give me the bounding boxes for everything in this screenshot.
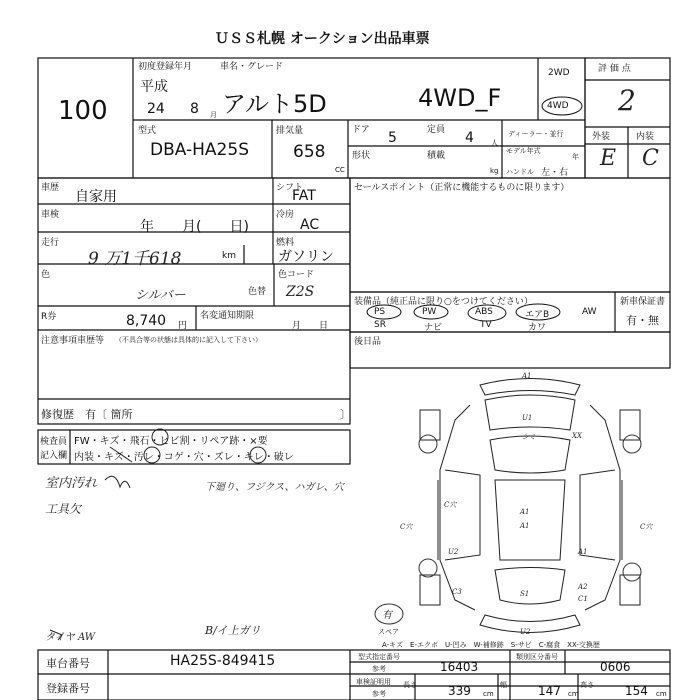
equip-pw: PW — [422, 307, 437, 317]
equip-abs: ABS — [475, 307, 493, 317]
kg-unit: kg — [490, 167, 499, 175]
exterior-label: 外装 — [592, 132, 611, 142]
displacement: 658 — [293, 142, 326, 162]
mark-fender-xx: XX — [572, 432, 582, 440]
recycle-label: R券 — [41, 312, 57, 322]
notice-label: 名変通知期限 — [200, 311, 255, 321]
handle-label: ハンドル — [506, 168, 534, 176]
mark-hood-u1: U1 — [522, 414, 533, 422]
color-label: 色 — [41, 270, 51, 280]
month-unit: 月 — [210, 111, 217, 119]
length-cm: cm — [483, 690, 494, 698]
yen-unit: 円 — [178, 321, 188, 331]
recycle-amount: 8,740 — [126, 313, 167, 329]
note-underbody: 下廻り、フジクス、ハガレ、穴 — [205, 482, 344, 493]
exterior-grade: E — [600, 146, 617, 171]
color-code: Z2S — [286, 284, 315, 300]
length: 339 — [448, 684, 471, 698]
mark-rear-left-c3: C3 — [452, 588, 462, 596]
load-label: 積載 — [427, 151, 446, 161]
inspection-label: 車検 — [41, 210, 60, 220]
grade-label: 評 価 点 — [598, 64, 631, 74]
warranty-label: 新車保証書 — [620, 297, 666, 307]
model-year-label: モデル年式 — [506, 147, 541, 155]
interior-label: 内装 — [636, 132, 655, 142]
fuel: ガソリン — [278, 249, 334, 265]
damage-legend: A-キズ E-エクボ U-凹み W-補修跡 S-サビ C-腐食 XX-交換歴 — [382, 641, 600, 649]
mark-roof-2: A1 — [520, 522, 530, 530]
shift: FAT — [292, 188, 316, 204]
era: 平成 — [140, 79, 168, 95]
first-reg-label: 初度登録年月 — [138, 62, 193, 72]
notes-sub: （不具合等の状態は具体的に記入して下さい） — [115, 336, 262, 344]
class-no-label: 類別区分番号 — [516, 653, 558, 661]
color-code-label: 色コード — [278, 270, 315, 280]
equip-airbag: エアB — [525, 310, 550, 320]
notes-label: 注意事項車歴等 — [41, 336, 105, 346]
person-unit: 人 — [491, 139, 498, 147]
shift-label: シフト — [276, 183, 304, 193]
mark-front: A1 — [522, 372, 532, 380]
equip-tv: TV — [480, 320, 492, 330]
height-cm: cm — [656, 690, 667, 698]
mark-rear-right-a1: A1 — [578, 548, 588, 556]
type-no: 16403 — [440, 660, 479, 674]
color-change-label: 色替 — [248, 287, 267, 297]
interior-grade: C — [642, 146, 659, 171]
inspector-label-2: 記入欄 — [40, 451, 68, 461]
height: 154 — [625, 684, 648, 698]
repair-bracket: 〕 — [340, 408, 351, 421]
note-tire: タイヤ AW — [45, 632, 96, 643]
doors-label: ドア — [352, 125, 370, 135]
sales-point-label: セールスポイント（正常に機能するものに限ります） — [354, 183, 570, 193]
mark-left-sill: C穴 — [400, 523, 413, 531]
doors: 5 — [388, 130, 397, 146]
mark-rear-left-u2: U2 — [448, 548, 459, 556]
mileage-label: 走行 — [41, 238, 60, 248]
height-label: 高さ — [580, 681, 594, 689]
equip-sr: SR — [374, 320, 386, 330]
spare-mark: 有 — [382, 610, 392, 621]
year-unit: 年 — [572, 153, 579, 161]
equipment-label: 装備品（純正品に限り○をつけてください） — [354, 297, 533, 307]
lot-number: 100 — [58, 96, 108, 126]
mark-rear-right-c1: C1 — [578, 595, 588, 603]
cc-unit: CC — [335, 166, 345, 174]
equip-aw: AW — [582, 307, 597, 317]
inspector-label-1: 検査員 — [40, 437, 68, 447]
history-value: 自家用 — [75, 189, 117, 205]
drive-2wd: 2WD — [548, 68, 570, 78]
mark-back-door: S1 — [520, 590, 530, 598]
warranty-value: 有・無 — [626, 314, 659, 327]
note-tools: 工具欠 — [45, 502, 82, 516]
note-interior-dirty: 室内汚れ — [45, 476, 98, 491]
class-no: 0606 — [600, 660, 631, 674]
equip-leather: カワ — [528, 323, 547, 333]
length-label: 長さ — [403, 681, 417, 689]
width-cm: cm — [568, 690, 579, 698]
fuel-label: 燃料 — [276, 238, 295, 248]
displacement-label: 排気量 — [276, 126, 304, 136]
inspector-line-2: 内装・キズ・汚レ・コゲ・穴・ズレ・キレ・破レ — [74, 452, 294, 463]
mileage: 9 万1千618 — [88, 249, 182, 269]
history-label: 車歴 — [41, 183, 60, 193]
width: 147 — [538, 684, 561, 698]
form-title: ＵＳＳ札幌 オークション出品車票 — [215, 31, 430, 47]
repair-history: 修復歴 有〔 箇所 — [41, 408, 133, 421]
capacity: 4 — [465, 130, 474, 146]
dealer-label: ディーラー・並行 — [508, 130, 564, 138]
mark-hood-stain: シミ — [522, 433, 536, 441]
mark-rear-right-a2: A2 — [578, 583, 588, 591]
chassis-label: 車台番号 — [46, 657, 90, 670]
note-label: B/イ上ガリ — [205, 624, 261, 637]
inspection-value: 年 月( 日) — [140, 219, 249, 235]
notice-value: 月 日 — [292, 321, 329, 331]
mark-left-door: C穴 — [444, 501, 457, 509]
km-unit: km — [222, 251, 236, 261]
registration-label: 登録番号 — [46, 682, 90, 695]
model-label: 型式 — [138, 126, 157, 136]
after-items-label: 後日品 — [354, 337, 382, 347]
type-no-label: 型式指定番号 — [358, 653, 400, 661]
type-no-ref: 参考 — [372, 665, 386, 673]
handle-value: 左・右 — [541, 168, 569, 178]
equip-navi: ナビ — [424, 323, 443, 333]
cert-ref: 参考 — [372, 690, 386, 698]
name-label: 車名・グレード — [220, 62, 284, 72]
drive-4wd: 4WD — [547, 101, 569, 111]
mark-rear-bumper: U2 — [520, 628, 531, 636]
equip-ps: PS — [374, 307, 386, 317]
ac-label: 冷房 — [276, 210, 295, 220]
chassis-number: HA25S-849415 — [170, 653, 276, 669]
car-name: アルト5D — [222, 90, 327, 118]
inspector-line-1: FW・キズ・飛石・ヒビ割・リペア跡・×要 — [74, 436, 268, 447]
cert-label: 車検証明用 — [356, 678, 391, 686]
model: DBA-HA25S — [150, 140, 249, 160]
ac: AC — [300, 217, 320, 233]
width-label: 幅 — [500, 681, 507, 689]
capacity-label: 定員 — [427, 125, 446, 135]
mark-roof-1: A1 — [520, 508, 530, 516]
color-value: シルバー — [135, 288, 186, 303]
spare-label: スペア — [378, 628, 399, 636]
grade-score: 2 — [618, 84, 636, 117]
mark-right-sill: C穴 — [640, 523, 653, 531]
first-reg-month: 8 — [190, 101, 199, 117]
first-reg-year: 24 — [147, 101, 165, 117]
shape-label: 形状 — [352, 151, 371, 161]
car-grade: 4WD_F — [418, 84, 502, 112]
